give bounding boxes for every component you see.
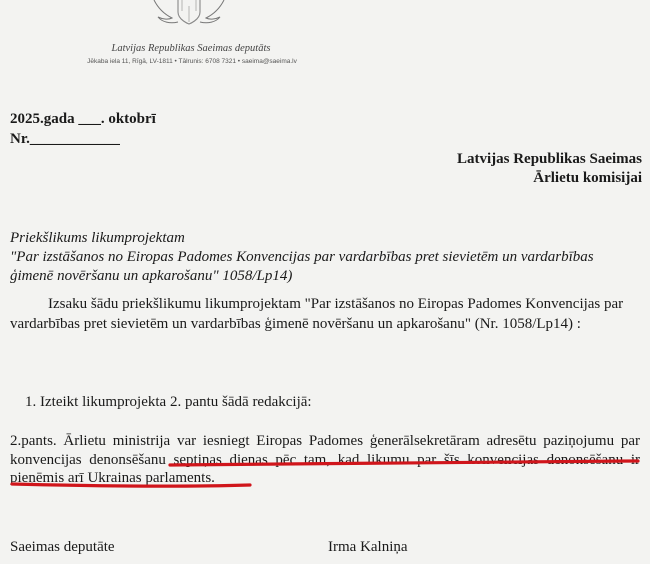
signer-title: Saeimas deputāte xyxy=(10,539,115,555)
article-highlighted-text: septiņas dienas pēc tam, kad likumu par šīs konvencijas denonsēšanu ir pieņēmis arī Ukrainas parlaments. xyxy=(10,451,640,486)
proposal-item-1: 1. Izteikt likumprojekta 2. pantu šādā redakcijā: xyxy=(25,394,312,410)
addressee-line-2: Ārlietu komisijai xyxy=(533,170,642,186)
subject-block xyxy=(10,229,640,286)
addressee-line-1: Latvijas Republikas Saeimas xyxy=(456,151,642,167)
letter-date: 2025.gada ___. oktobrī xyxy=(10,111,156,127)
addressee-block xyxy=(457,150,642,188)
article-text-start: 2.pants. Ārlietu ministrija var iesniegt Eiropas Padomes ģenerālsekretāram adresētu paziņojumu par konvencijas denonsēšanu xyxy=(10,433,640,468)
intro-text: Izsaku šādu priekšlikumu likumprojektam "Par izstāšanos no Eiropas Padomes Konvencijas par vardarbības pret sievietēm un vardarbības ģimenē novēršanu un apkarošanu" (Nr. 1058/Lp14) : xyxy=(10,296,624,332)
subject-bill-title: "Par izstāšanos no Eiropas Padomes Konvencijas par vardarbības pret sievietēm un vardarbības ģimenē novēršanu un apkarošanu" 1058/Lp14) xyxy=(10,249,594,284)
signer-name: Irma Kalniņa xyxy=(328,539,408,555)
article-2-text xyxy=(10,432,640,488)
letterhead-contacts: Jēkaba iela 11, Rīgā, LV-1811 • Tālrunis: 6708 7321 • saeima@saeima.lv xyxy=(87,58,297,65)
letter-number: Nr.____________ xyxy=(10,131,120,147)
subject-title: Priekšlikums likumprojektam xyxy=(10,230,185,246)
coat-of-arms-emblem xyxy=(148,0,230,26)
letterhead-organization: Latvijas Republikas Saeimas deputāts xyxy=(111,43,271,54)
intro-paragraph xyxy=(10,295,640,334)
